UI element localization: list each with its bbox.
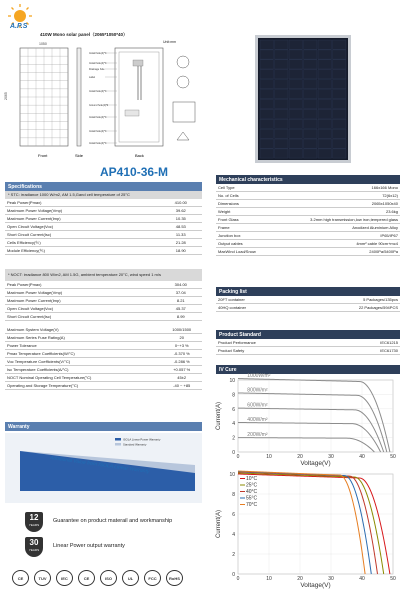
- cert-tuv-icon: TUV: [34, 570, 51, 586]
- y-tick-label: 8: [232, 392, 235, 399]
- row-value: 22 Packages/594PCS: [294, 304, 400, 312]
- row-value: -0.370 %: [161, 350, 202, 358]
- row-label: Junction box: [216, 232, 274, 240]
- callout-label: Ground hole(4)*2: [89, 104, 109, 107]
- table-row: [5, 199, 202, 207]
- x-axis-label: Voltage(V): [300, 582, 331, 589]
- iv-curve-header: IV Cure: [216, 365, 400, 374]
- series-label: 400W/m²: [247, 416, 268, 423]
- side-label: Side: [75, 153, 84, 158]
- y-tick-label: 4: [232, 532, 235, 538]
- table-row: [5, 313, 202, 321]
- x-tick-label: 30: [328, 576, 334, 582]
- model-name: AP410-36-M: [100, 165, 169, 179]
- row-label: 40HQ container: [216, 304, 294, 312]
- row-label: Module Efficiency(％): [5, 247, 160, 255]
- row-label: Maximum Power Current(Imp): [5, 297, 160, 305]
- warranty-header: Warranty: [5, 422, 202, 431]
- series-label: 1000W/m²: [247, 373, 271, 380]
- row-label: Cells Efficiency(％): [5, 239, 160, 247]
- x-tick-label: 30: [328, 454, 334, 460]
- table-row: [5, 350, 202, 358]
- table-row: [5, 374, 202, 382]
- cert-fcc-icon: FCC: [144, 570, 161, 586]
- callout-label: Drainage hole: [89, 68, 105, 71]
- table-row: [216, 216, 400, 224]
- table-row: [5, 358, 202, 366]
- table-row: [216, 304, 400, 312]
- row-label: Maximum Power Voltage(Vmp): [5, 289, 160, 297]
- callout-label: Install hole(4)*4: [89, 90, 107, 93]
- y-tick-label: 10: [229, 378, 235, 384]
- mechanical-header: Mechanical characteristics: [216, 175, 400, 184]
- height-dim-label: 2065: [4, 92, 8, 100]
- row-value: IEC61730: [337, 347, 400, 355]
- row-label: Product Performance: [216, 339, 337, 347]
- cert-iec-icon: IEC: [56, 570, 73, 586]
- width-dim-label: 1050: [39, 42, 47, 46]
- row-label: Operating and Storage Temperature(°C): [5, 382, 161, 390]
- row-label: Frame: [216, 224, 274, 232]
- table-row: [216, 208, 400, 216]
- row-value: 45±2: [161, 374, 202, 382]
- table-row: [5, 247, 202, 255]
- row-label: Maximum Power Voltage(Vmp): [5, 207, 160, 215]
- row-value: IEC61215: [337, 339, 400, 347]
- row-label: Peak Power(Pmax): [5, 281, 160, 289]
- y-tick-label: 6: [232, 406, 235, 413]
- row-value: 39.62: [160, 207, 202, 215]
- table-row: [216, 339, 400, 347]
- row-value: 1000/1500: [161, 326, 202, 334]
- callout-label: Install hole(4)*4: [89, 52, 107, 55]
- solar-panel-image: [255, 35, 351, 163]
- y-tick-label: 4: [232, 421, 235, 428]
- row-value: 4mm² cable 90cm+mc4: [274, 240, 400, 248]
- legend-standard: Standard Warranty: [123, 442, 147, 447]
- table-row: [5, 281, 202, 289]
- x-tick-label: 50: [390, 454, 396, 460]
- row-value: 18.90: [160, 247, 202, 255]
- row-label: Dimensions: [216, 200, 274, 208]
- x-tick-label: 40: [359, 454, 365, 460]
- series-label: 25°C: [246, 482, 258, 489]
- cert-ce-icon: CE: [78, 570, 95, 586]
- warranty-30-text: Linear Power output warranty: [53, 543, 125, 549]
- warranty-slogan: Additional Value from ISOLA Linear Warranty: [49, 455, 150, 475]
- stc-table: [5, 199, 202, 255]
- side-view: [77, 48, 81, 146]
- table-row: [5, 231, 202, 239]
- packing-table: [216, 296, 400, 312]
- row-value: 166x166 Mono: [274, 184, 400, 192]
- iv-curve-irradiance-chart: [212, 373, 400, 470]
- noct-table: [5, 281, 202, 321]
- x-tick-label: 50: [390, 576, 396, 582]
- row-label: No. of Cells: [216, 192, 274, 200]
- packing-section: [216, 287, 400, 312]
- row-label: MaxWind Load/Snow: [216, 248, 274, 256]
- table-row: [216, 240, 400, 248]
- series-label: 600W/m²: [247, 402, 268, 409]
- row-value: 8.99: [160, 313, 202, 321]
- row-value: 10.35: [160, 215, 202, 223]
- warranty-12-text: Guarantee on product materail and workmanship: [53, 518, 173, 524]
- row-label: Output cables: [216, 240, 274, 248]
- series-label: 40°C: [246, 489, 258, 495]
- row-value: 2400Pa/5400Pa: [274, 248, 400, 256]
- table-row: [5, 297, 202, 305]
- row-label: Open Circuit Voltage(Voc): [5, 305, 160, 313]
- system-table: [5, 326, 202, 390]
- front-label: Front: [38, 153, 48, 158]
- standard-section: [216, 330, 400, 355]
- table-row: [5, 366, 202, 374]
- table-row: [216, 192, 400, 200]
- specifications-header: Specifications: [5, 182, 202, 191]
- panel-technical-drawing: [5, 40, 205, 160]
- y-tick-label: 2: [232, 435, 235, 442]
- table-row: [216, 296, 400, 304]
- standard-table: [216, 339, 400, 355]
- row-value: Anodized Aluminium Alloy: [274, 224, 400, 232]
- x-tick-label: 0: [236, 454, 240, 460]
- y-axis-label: Current(A): [216, 509, 222, 539]
- noct-note: * NOCT: irradiance 800 W/m2, AM 1.5G, ambient temperature 20°C, wind speed 1 m/s: [5, 269, 202, 281]
- series-label: 10°C: [246, 476, 258, 482]
- row-label: Short Circuit Current(Isc): [5, 313, 160, 321]
- cert-rohs-icon: RoHS: [166, 570, 183, 586]
- series-label: 70°C: [246, 502, 258, 508]
- logo: [6, 2, 46, 32]
- row-value: 304.00: [160, 281, 202, 289]
- table-row: [216, 248, 400, 256]
- specifications-section: [5, 182, 202, 390]
- y-tick-label: 6: [232, 512, 235, 518]
- table-row: [5, 223, 202, 231]
- table-row: [216, 184, 400, 192]
- callout-label: Label: [89, 76, 96, 79]
- x-tick-label: 40: [359, 576, 365, 582]
- cert-ce-icon: CE: [12, 570, 29, 586]
- row-value: 45.37: [160, 305, 202, 313]
- table-row: [5, 382, 202, 390]
- callout-label: Install hole(4)*4: [89, 62, 107, 65]
- row-value: 11.33: [160, 231, 202, 239]
- mechanical-table: [216, 184, 400, 256]
- row-value: 2065x1050x40: [274, 200, 400, 208]
- iv-curve-temperature-chart: [212, 470, 400, 595]
- row-label: Open Circuit Voltage(Voc): [5, 223, 160, 231]
- warranty-item-12: [25, 512, 215, 532]
- certification-icons: [12, 570, 207, 586]
- y-tick-label: 0: [232, 450, 235, 456]
- row-value: 37.04: [160, 289, 202, 297]
- callout-label: Install hole(4)*4: [89, 130, 107, 133]
- table-row: [216, 347, 400, 355]
- legend-linear: ISOLA Linear Power Warranty: [123, 437, 161, 442]
- row-label: Short Circuit Current(Isc): [5, 231, 160, 239]
- x-tick-label: 20: [297, 454, 303, 460]
- row-label: Maximum Power Current(Imp): [5, 215, 160, 223]
- callout-label: Install hole(4)*4: [89, 142, 107, 145]
- row-label: Cell Type: [216, 184, 274, 192]
- callout-label: Install hole(4)*4: [89, 116, 107, 119]
- row-label: Pmax Temperature Coefficients(W/°C): [5, 350, 161, 358]
- row-label: Maximum System Voltage(V): [5, 326, 161, 334]
- cert-iso-icon: ISO: [100, 570, 117, 586]
- table-row: [216, 232, 400, 240]
- table-row: [5, 289, 202, 297]
- row-value: 23.6kg: [274, 208, 400, 216]
- front-view: [20, 48, 68, 146]
- x-tick-label: 0: [236, 576, 240, 582]
- row-value: -0.286 %: [161, 358, 202, 366]
- x-tick-label: 20: [297, 576, 303, 582]
- stc-note: * STC: irradiance 1000 W/m2, AM 1.5,Gand cell temperature of 25°C: [5, 191, 202, 199]
- warranty-chart: [5, 433, 202, 503]
- back-view: [115, 48, 163, 146]
- mechanical-section: [216, 175, 400, 256]
- standard-header: Product Standard: [216, 330, 400, 339]
- x-axis-label: Voltage(V): [300, 460, 331, 467]
- warranty-item-30: [25, 537, 215, 557]
- series-label: 800W/m²: [247, 387, 268, 394]
- row-value: 72(6x12): [274, 192, 400, 200]
- y-axis-label: Current(A): [216, 401, 222, 431]
- row-value: 410.00: [160, 199, 202, 207]
- row-value: -40 ~ +85: [161, 382, 202, 390]
- y-tick-label: 0: [232, 572, 235, 578]
- packing-header: Packing list: [216, 287, 400, 296]
- shield-30-icon: 30 YEARS: [25, 537, 43, 557]
- table-row: [5, 334, 202, 342]
- row-label: Weight: [216, 208, 274, 216]
- drawing-unit: Unit:mm: [163, 40, 177, 44]
- y-tick-label: 8: [232, 492, 235, 498]
- row-label: 20FT container: [216, 296, 294, 304]
- row-label: Isc Temperature Coefficients(A/°C): [5, 366, 161, 374]
- row-value: 21.28: [160, 239, 202, 247]
- row-value: 3.2mm high transmission,low iron,tempered glass: [274, 216, 400, 224]
- table-row: [5, 305, 202, 313]
- cert-ul-icon: UL: [122, 570, 139, 586]
- row-label: Front Glass: [216, 216, 274, 224]
- row-label: Voc Temperature Coefficients(V/°C): [5, 358, 161, 366]
- row-value: 0~+3 %: [161, 342, 202, 350]
- row-value: 20: [161, 334, 202, 342]
- series-label: 55°C: [246, 495, 258, 502]
- row-value: 48.53: [160, 223, 202, 231]
- row-label: Maximum Series Fuse Rating(A): [5, 334, 161, 342]
- table-row: [216, 224, 400, 232]
- row-value: IP65/IP67: [274, 232, 400, 240]
- row-value: 8.21: [160, 297, 202, 305]
- drawing-title: 410W Mono solar panel（2065*1050*40）: [40, 32, 128, 37]
- row-label: Peak Power(Pmax): [5, 199, 160, 207]
- y-tick-label: 10: [229, 472, 235, 478]
- series-label: 200W/m²: [247, 432, 268, 439]
- table-row: [5, 207, 202, 215]
- row-value: 5 Packages/135pcs: [294, 296, 400, 304]
- logo-text: A.P.S: [10, 23, 28, 30]
- row-value: +0.057 %: [161, 366, 202, 374]
- x-tick-label: 10: [266, 454, 272, 460]
- row-label: Product Safety: [216, 347, 337, 355]
- table-row: [216, 200, 400, 208]
- row-label: Power Tolerance: [5, 342, 161, 350]
- y-tick-label: 2: [232, 552, 235, 558]
- back-label: Back: [135, 153, 144, 158]
- table-row: [5, 342, 202, 350]
- table-row: [5, 215, 202, 223]
- x-tick-label: 10: [266, 576, 272, 582]
- row-label: NOCT Nominal Operating Cell Temperature(°C): [5, 374, 161, 382]
- table-row: [5, 326, 202, 334]
- table-row: [5, 239, 202, 247]
- shield-12-icon: 12 YEARS: [25, 512, 43, 532]
